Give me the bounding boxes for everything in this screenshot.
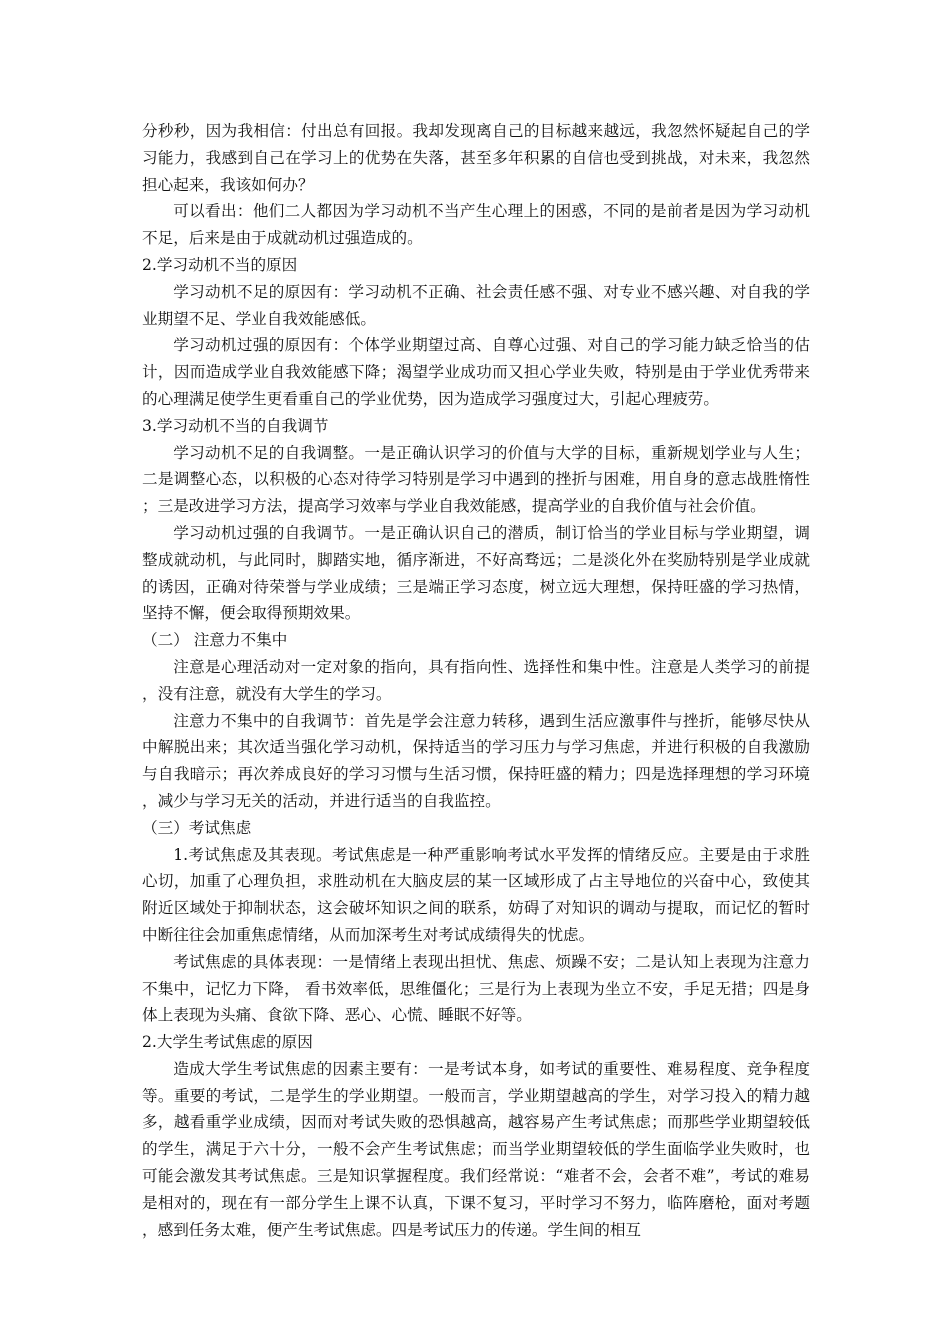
- paragraph: 1.考试焦虑及其表现。考试焦虑是一种严重影响考试水平发挥的情绪反应。主要是由于求胜心切，加重了心理负担，求胜动机在大脑皮层的某一区域形成了占主导地位的兴奋中心，致使其附近区域处于抑制状态，这会破坏知识之间的联系，妨碍了对知识的调动与提取，而记忆的暂时中断往往会加重焦虑情绪，从而加深考生对考试成绩得失的忧虑。: [142, 845, 810, 944]
- section-heading: 2.学习动机不当的原因: [142, 255, 298, 274]
- paragraph-continuation: 分秒秒，因为我相信：付出总有回报。我却发现离自己的目标越来越远，我忽然怀疑起自己的学习能力，我感到自己在学习上的优势在失落，甚至多年积累的自信也受到挑战，对未来，我忽然担心起来，我该如何办？: [142, 122, 810, 194]
- paragraph: 可以看出：他们二人都因为学习动机不当产生心理上的困惑，不同的是前者是因为学习动机不足，后来是由于成就动机过强造成的。: [142, 202, 810, 248]
- paragraph: 造成大学生考试焦虑的因素主要有：一是考试本身，如考试的重要性、难易程度、竞争程度等。重要的考试，二是学生的学业期望。一般而言，学业期望越高的学生，对学习投入的精力越多，越看重学业成绩，因而对考试失败的恐惧越高，越容易产生考试焦虑；而那些学业期望较低的学生，满足于六十分，一般不会产生考试焦虑；而当学业期望较低的学生面临学业失败时，也可能会激发其考试焦虑。三是知识掌握程度。我们经常说：“难者不会，会者不难”，考试的难易是相对的，现在有一部分学生上课不认真，下课不复习，平时学习不努力，临阵磨枪，面对考题，感到任务太难，便产生考试焦虑。四是考试压力的传递。学生间的相互: [142, 1059, 810, 1239]
- section-heading: 3.学习动机不当的自我调节: [142, 416, 329, 435]
- section-heading: 2.大学生考试焦虑的原因: [142, 1033, 313, 1052]
- subsection-heading: （三）考试焦虑: [142, 818, 252, 837]
- paragraph: 学习动机过强的原因有：个体学业期望过高、自尊心过强、对自己的学习能力缺乏恰当的估计，因而造成学业自我效能感下降；渴望学业成功而又担心学业失败，特别是由于学业优秀带来的心理满足使学生更看重自己的学业优势，因为造成学习强度过大，引起心理疲劳。: [142, 336, 810, 408]
- paragraph: 考试焦虑的具体表现：一是情绪上表现出担忧、焦虑、烦躁不安；二是认知上表现为注意力不集中，记忆力下降， 看书效率低，思维僵化；三是行为上表现为坐立不安，手足无措；四是身体上表现为头痛、食欲下降、恶心、心慌、睡眠不好等。: [142, 952, 810, 1025]
- paragraph: 注意力不集中的自我调节：首先是学会注意力转移，遇到生活应激事件与挫折，能够尽快从中解脱出来；其次适当强化学习动机，保持适当的学习压力与学习焦虑，并进行积极的自我激励与自我暗示；再次养成良好的学习习惯与生活习惯，保持旺盛的精力；四是选择理想的学习环境，减少与学习无关的活动，并进行适当的自我监控。: [142, 711, 810, 810]
- paragraph: 学习动机过强的自我调节。一是正确认识自己的潜质，制订恰当的学业目标与学业期望，调整成就动机，与此同时，脚踏实地，循序渐进，不好高骛远；二是淡化外在奖励特别是学业成就的诱因，正确对待荣誉与学业成绩；三是端正学习态度，树立远大理想，保持旺盛的学习热情，坚持不懈，便会取得预期效果。: [142, 523, 810, 623]
- paragraph: 学习动机不足的原因有：学习动机不正确、社会责任感不强、对专业不感兴趣、对自我的学业期望不足、学业自我效能感低。: [142, 282, 810, 328]
- paragraph: 注意是心理活动对一定对象的指向，具有指向性、选择性和集中性。注意是人类学习的前提，没有注意，就没有大学生的学习。: [142, 657, 810, 703]
- subsection-heading: （二） 注意力不集中: [142, 631, 288, 650]
- document-body: [142, 118, 810, 1243]
- paragraph: 学习动机不足的自我调整。一是正确认识学习的价值与大学的目标，重新规划学业与人生；二是调整心态，以积极的心态对待学习特别是学习中遇到的挫折与困难，用自身的意志战胜惰性；三是改进学习方法，提高学习效率与学业自我效能感，提高学业的自我价值与社会价值。: [142, 443, 810, 516]
